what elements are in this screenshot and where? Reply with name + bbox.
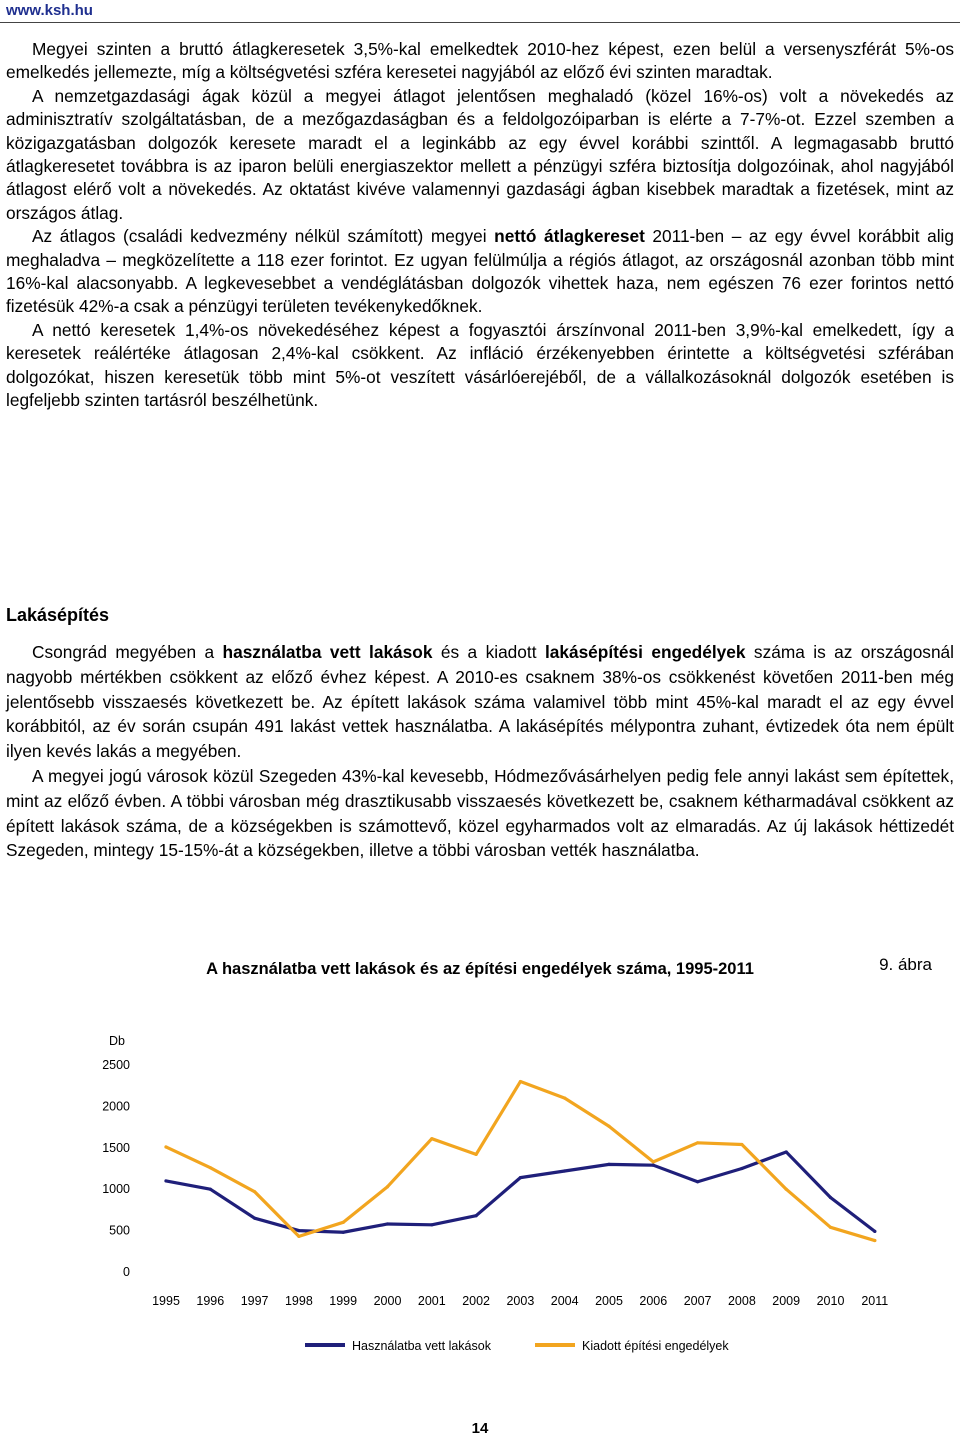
data-point bbox=[386, 1185, 389, 1188]
y-axis-label: Db bbox=[109, 1034, 125, 1048]
data-point bbox=[386, 1222, 389, 1225]
x-tick-label: 2010 bbox=[816, 1294, 845, 1308]
data-point bbox=[607, 1163, 610, 1166]
text-run: Az átlagos (családi kedvezmény nélkül számított) megyei bbox=[32, 226, 495, 247]
bold-term: lakásépítési engedélyek bbox=[544, 642, 746, 662]
data-point bbox=[563, 1169, 566, 1172]
text-run: Csongrád megyében a bbox=[32, 642, 223, 662]
data-point bbox=[873, 1230, 876, 1233]
x-tick-label: 2003 bbox=[506, 1294, 535, 1308]
text-run: 2011-ben – az egy évvel korábbit alig meghaladva – megközelítette a 118 ezer forintot. Ez ugyan felülmúlja a régiós átlagot, az országosnál azonban több mint 16%-kal alacsonyabb. A legkevesebbet a vendéglátásban dolgozók vihettek haza, nem egészen 76 ezer forintos nettó fizetésük 42%-a csak a pénzügyi területen tevékenykedőknek. bbox=[6, 226, 954, 317]
y-tick-label: 1000 bbox=[102, 1182, 130, 1197]
x-tick-label: 2006 bbox=[639, 1294, 668, 1308]
paragraph bbox=[6, 225, 954, 319]
paragraph: Megyei szinten a bruttó átlagkeresetek 3,5%-kal emelkedtek 2010-hez képest, ezen belül a versenyszférát 5%-os emelkedés jellemezte, míg a költségvetési szféra keresetei nagyjából az előző évi szinten maradtak. bbox=[6, 39, 954, 83]
paragraph: A nettó keresetek 1,4%-os növekedéséhez képest a fogyasztói árszínvonal 2011-ben 3,9%-kal emelkedett, így a keresetek reálértéke átlagosan 2,4%-kal csökkent. Az infláció érzékenyebben érintette a költségvetési szférában dolgozókat, hiszen keresetük több mint 5%-ot veszített vásárlóerejéből, de a vállalkozásoknál dolgozók esetében is legfeljebb szinten tartásról beszélhetünk. bbox=[6, 319, 954, 411]
data-point bbox=[829, 1196, 832, 1199]
text-run: száma is az országosnál nagyobb mértékben csökkent az előző évhez képest. A 2010-es csaknem 38%-os csökkenést követően 2011-ben még jelentősebb visszaesés következett be. Az épített lakások száma valamivel több mint 45%-kal maradt el az egy évvel korábbitól, az év során csupán 491 lakást vettek használatba. A lakásépítés mélypontra zuhant, évtizedek óta nem épült ilyen kevés lakás a megyében. bbox=[6, 642, 955, 762]
x-tick-label: 2007 bbox=[683, 1294, 712, 1308]
data-point bbox=[563, 1097, 566, 1100]
y-tick-label: 2500 bbox=[102, 1058, 130, 1072]
paragraph: A megyei jogú városok közül Szegeden 43%-kal kevesebb, Hódmezővásárhelyen pedig fele annyi lakást sem építettek, mint az előző évben. A többi városban még drasztikusabb visszaesés következett be, csaknem kétharmadával csökkent az épített lakások száma, de a községekben is számottevő, közel egyharmados volt az elmaradás. Az új lakások héttizedét Szegeden, mintegy 15-15%-át a községekben, illetve a többi városban vették használatba. bbox=[6, 765, 954, 861]
data-point bbox=[253, 1217, 256, 1220]
data-point bbox=[519, 1080, 522, 1083]
y-tick-label: 1500 bbox=[102, 1140, 130, 1155]
main-text bbox=[6, 38, 954, 413]
data-point bbox=[209, 1188, 212, 1191]
x-tick-label: 1996 bbox=[196, 1294, 225, 1308]
data-point bbox=[253, 1190, 256, 1193]
data-point bbox=[785, 1188, 788, 1191]
series-line-1 bbox=[166, 1152, 875, 1232]
section-text bbox=[6, 640, 954, 863]
x-tick-label: 2000 bbox=[373, 1294, 402, 1308]
x-tick-label: 2008 bbox=[727, 1294, 756, 1308]
x-tick-label: 1999 bbox=[329, 1294, 358, 1308]
legend-label: Kiadott építési engedélyek bbox=[582, 1339, 729, 1353]
x-tick-label: 2001 bbox=[417, 1294, 446, 1308]
data-point bbox=[652, 1160, 655, 1163]
data-point bbox=[873, 1239, 876, 1242]
data-point bbox=[740, 1167, 743, 1170]
data-point bbox=[519, 1176, 522, 1179]
data-point bbox=[297, 1235, 300, 1238]
bold-term: használatba vett lakások bbox=[222, 642, 433, 662]
x-tick-label: 2002 bbox=[462, 1294, 491, 1308]
data-point bbox=[297, 1229, 300, 1232]
data-point bbox=[342, 1231, 345, 1234]
data-point bbox=[829, 1226, 832, 1229]
line-chart bbox=[0, 1020, 960, 1365]
data-point bbox=[164, 1179, 167, 1182]
x-tick-label: 2004 bbox=[550, 1294, 579, 1308]
x-tick-label: 2011 bbox=[861, 1294, 889, 1308]
site-header bbox=[0, 0, 960, 23]
y-tick-label: 2000 bbox=[102, 1099, 130, 1114]
bold-term: nettó átlagkereset bbox=[494, 226, 645, 247]
x-tick-label: 1997 bbox=[240, 1294, 269, 1308]
data-point bbox=[475, 1153, 478, 1156]
text-run: és a kiadott bbox=[432, 642, 545, 662]
data-point bbox=[696, 1180, 699, 1183]
data-point bbox=[475, 1214, 478, 1217]
paragraph: A nemzetgazdasági ágak közül a megyei átlagot jelentősen meghaladó (közel 16%-os) volt a növekedés az adminisztratív szolgáltatásban, de a mezőgazdaságban és a feldolgozóiparban is elérte a 7-7%-ot. Ezzel szemben a közigazgatásban dolgozók keresete maradt el a leginkább az egy évvel korábbi szinttől. A legmagasabb bruttó átlagkeresetet továbbra is az iparon belüli energiaszektor mellett a pénzügyi szféra biztosítja dolgozóinak, ahol nagyjából átlagost elérő volt a növekedés. Az oktatást kivéve valamennyi gazdasági ágban kisebbek maradtak a fizetések, mint az országos átlag. bbox=[6, 85, 954, 223]
chart-title: A használatba vett lakások és az építési engedélyek száma, 1995-2011 bbox=[206, 960, 754, 978]
data-point bbox=[785, 1150, 788, 1153]
data-point bbox=[342, 1221, 345, 1224]
x-tick-label: 2009 bbox=[772, 1294, 801, 1308]
y-tick-label: 0 bbox=[123, 1265, 130, 1279]
site-url[interactable]: www.ksh.hu bbox=[6, 2, 93, 19]
data-point bbox=[164, 1145, 167, 1148]
figure-number: 9. ábra bbox=[879, 955, 932, 974]
series-line-2 bbox=[166, 1082, 875, 1241]
x-tick-label: 1998 bbox=[284, 1294, 313, 1308]
data-point bbox=[209, 1166, 212, 1169]
x-tick-label: 1995 bbox=[152, 1294, 180, 1308]
data-point bbox=[740, 1143, 743, 1146]
data-point bbox=[607, 1125, 610, 1128]
legend-label: Használatba vett lakások bbox=[352, 1339, 491, 1353]
data-point bbox=[430, 1137, 433, 1140]
y-tick-label: 500 bbox=[109, 1223, 130, 1238]
paragraph bbox=[6, 640, 954, 764]
section-heading: Lakásépítés bbox=[6, 605, 110, 625]
x-tick-label: 2005 bbox=[595, 1294, 623, 1308]
data-point bbox=[430, 1223, 433, 1226]
page-number: 14 bbox=[471, 1420, 489, 1437]
data-point bbox=[696, 1141, 699, 1144]
data-point bbox=[652, 1164, 655, 1167]
